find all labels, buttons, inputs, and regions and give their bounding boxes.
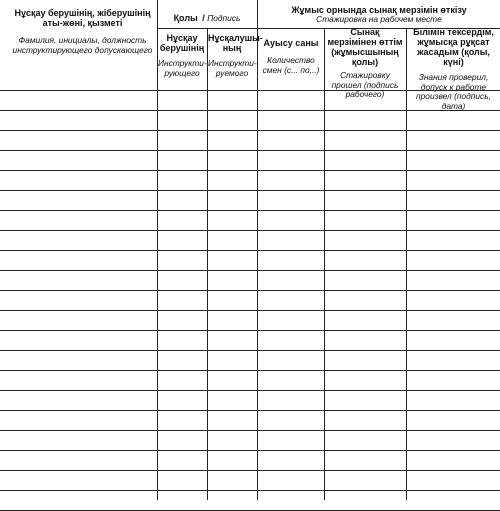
table-row xyxy=(0,350,500,370)
cell-sig-instructed[interactable] xyxy=(208,470,257,490)
cell-knowledge-checked[interactable] xyxy=(407,350,500,370)
cell-instructor-name[interactable] xyxy=(1,450,157,470)
cell-sig-instructed[interactable] xyxy=(208,250,257,270)
cell-sig-instructed[interactable] xyxy=(208,230,257,250)
header-internship-passed xyxy=(326,27,404,100)
header-sig-instructed-kz: Нұсқалушы-ның xyxy=(208,33,263,53)
cell-instructor-name[interactable] xyxy=(1,130,157,150)
table-row xyxy=(0,210,500,230)
cell-shifts[interactable] xyxy=(258,330,324,350)
cell-knowledge-checked[interactable] xyxy=(407,110,500,130)
cell-instructor-name[interactable] xyxy=(1,90,157,110)
header-internship-group xyxy=(260,5,498,27)
table-row xyxy=(0,290,500,310)
table-row xyxy=(0,130,500,150)
cell-instructor-name[interactable] xyxy=(1,190,157,210)
cell-sig-instructor[interactable] xyxy=(158,410,207,430)
header-knowledge-checked-kz: Білімін тексердім, жұмысқа рұқсат жасадым (қолы, күні) xyxy=(413,27,494,67)
cell-internship-passed[interactable] xyxy=(325,390,406,410)
cell-instructor-name[interactable] xyxy=(1,350,157,370)
cell-sig-instructed[interactable] xyxy=(208,110,257,130)
cell-knowledge-checked[interactable] xyxy=(407,310,500,330)
cell-knowledge-checked[interactable] xyxy=(407,150,500,170)
cell-internship-passed[interactable] xyxy=(325,370,406,390)
header-internship-passed-ru: Стажировку прошел (подпись рабочего) xyxy=(331,70,399,100)
table-row xyxy=(0,330,500,350)
header-internship-passed-kz: Сынақ мерзімінен өттім (жұмысшының қолы) xyxy=(327,27,403,67)
cell-sig-instructed[interactable] xyxy=(208,190,257,210)
cell-sig-instructed[interactable] xyxy=(208,170,257,190)
cell-internship-passed[interactable] xyxy=(325,110,406,130)
cell-knowledge-checked[interactable] xyxy=(407,270,500,290)
cell-sig-instructed[interactable] xyxy=(208,370,257,390)
cell-shifts[interactable] xyxy=(258,470,324,490)
cell-internship-passed[interactable] xyxy=(325,150,406,170)
table-row xyxy=(0,90,500,110)
cell-shifts[interactable] xyxy=(258,450,324,470)
cell-sig-instructor[interactable] xyxy=(158,210,207,230)
cell-sig-instructor[interactable] xyxy=(158,250,207,270)
cell-knowledge-checked[interactable] xyxy=(407,470,500,490)
cell-internship-passed[interactable] xyxy=(325,270,406,290)
header-sig-instructed-ru: Инструкти-руемого xyxy=(208,58,257,78)
header-signature-separator: / xyxy=(202,13,208,23)
cell-shifts[interactable] xyxy=(258,350,324,370)
table-row xyxy=(0,390,500,410)
cell-instructor-name[interactable] xyxy=(1,370,157,390)
table-row xyxy=(0,450,500,470)
cell-sig-instructed[interactable] xyxy=(208,150,257,170)
cell-knowledge-checked[interactable] xyxy=(407,130,500,150)
cell-internship-passed[interactable] xyxy=(325,410,406,430)
cell-sig-instructor[interactable] xyxy=(158,310,207,330)
cell-shifts[interactable] xyxy=(258,390,324,410)
cell-shifts[interactable] xyxy=(258,270,324,290)
cell-internship-passed[interactable] xyxy=(325,450,406,470)
header-sig-instructor-ru: Инструкти-рующего xyxy=(158,58,207,78)
cell-knowledge-checked[interactable] xyxy=(407,430,500,450)
cell-sig-instructor[interactable] xyxy=(158,490,207,510)
cell-knowledge-checked[interactable] xyxy=(407,490,500,510)
cell-sig-instructed[interactable] xyxy=(208,310,257,330)
cell-sig-instructed[interactable] xyxy=(208,350,257,370)
cell-internship-passed[interactable] xyxy=(325,310,406,330)
table-row xyxy=(0,370,500,390)
cell-instructor-name[interactable] xyxy=(1,410,157,430)
table-row xyxy=(0,150,500,170)
cell-knowledge-checked[interactable] xyxy=(407,370,500,390)
cell-sig-instructor[interactable] xyxy=(158,330,207,350)
table-row xyxy=(0,470,500,490)
cell-instructor-name[interactable] xyxy=(1,250,157,270)
cell-internship-passed[interactable] xyxy=(325,130,406,150)
cell-shifts[interactable] xyxy=(258,290,324,310)
cell-sig-instructor[interactable] xyxy=(158,290,207,310)
cell-sig-instructor[interactable] xyxy=(158,190,207,210)
table-row xyxy=(0,490,500,510)
cell-sig-instructor[interactable] xyxy=(158,470,207,490)
cell-internship-passed[interactable] xyxy=(325,190,406,210)
cell-knowledge-checked[interactable] xyxy=(407,190,500,210)
cell-knowledge-checked[interactable] xyxy=(407,330,500,350)
cell-sig-instructed[interactable] xyxy=(208,270,257,290)
cell-instructor-name[interactable] xyxy=(1,310,157,330)
cell-internship-passed[interactable] xyxy=(325,490,406,510)
header-sig-instructed xyxy=(208,33,263,88)
cell-knowledge-checked[interactable] xyxy=(407,390,500,410)
cell-knowledge-checked[interactable] xyxy=(407,90,500,110)
cell-sig-instructor[interactable] xyxy=(158,230,207,250)
cell-internship-passed[interactable] xyxy=(325,250,406,270)
header-instructor-name-kz: Нұсқау берушінің, жіберушінің аты-жөні, қызметі xyxy=(14,8,151,28)
cell-sig-instructed[interactable] xyxy=(208,330,257,350)
cell-knowledge-checked[interactable] xyxy=(407,250,500,270)
cell-shifts[interactable] xyxy=(258,130,324,150)
table-row xyxy=(0,310,500,330)
table-row xyxy=(0,110,500,130)
header-instructor-name xyxy=(10,8,155,88)
cell-internship-passed[interactable] xyxy=(325,90,406,110)
cell-instructor-name[interactable] xyxy=(1,490,157,510)
cell-knowledge-checked[interactable] xyxy=(407,230,500,250)
cell-knowledge-checked[interactable] xyxy=(407,210,500,230)
header-signature-group xyxy=(158,8,256,26)
cell-internship-passed[interactable] xyxy=(325,170,406,190)
cell-instructor-name[interactable] xyxy=(1,170,157,190)
header-knowledge-checked xyxy=(409,27,498,111)
cell-sig-instructed[interactable] xyxy=(208,390,257,410)
header-shifts-ru: Количество смен (с... по...) xyxy=(262,55,320,75)
header-signature-kz: Қолы xyxy=(173,13,198,23)
cell-instructor-name[interactable] xyxy=(1,330,157,350)
cell-instructor-name[interactable] xyxy=(1,150,157,170)
cell-sig-instructor[interactable] xyxy=(158,130,207,150)
cell-sig-instructor[interactable] xyxy=(158,370,207,390)
header-instructor-name-ru: Фамилия, инициалы, должность инструктирующего допускающего xyxy=(12,35,153,55)
table-row xyxy=(0,250,500,270)
cell-sig-instructed[interactable] xyxy=(208,430,257,450)
header-internship-kz: Жұмыс орнында сынақ мерзімін өткізу xyxy=(291,5,467,15)
header-internship-ru: Стажировка на рабочем месте xyxy=(316,14,442,24)
header-knowledge-checked-ru: Знания проверил, допуск к работе произвел (подпись, дата) xyxy=(416,72,491,111)
cell-instructor-name[interactable] xyxy=(1,390,157,410)
grid-hline-subheader xyxy=(157,28,500,29)
cell-internship-passed[interactable] xyxy=(325,210,406,230)
cell-sig-instructor[interactable] xyxy=(158,390,207,410)
cell-sig-instructed[interactable] xyxy=(208,490,257,510)
cell-sig-instructor[interactable] xyxy=(158,430,207,450)
cell-shifts[interactable] xyxy=(258,490,324,510)
cell-sig-instructed[interactable] xyxy=(208,450,257,470)
cell-internship-passed[interactable] xyxy=(325,330,406,350)
table-row xyxy=(0,270,500,290)
cell-shifts[interactable] xyxy=(258,190,324,210)
cell-internship-passed[interactable] xyxy=(325,350,406,370)
cell-shifts[interactable] xyxy=(258,410,324,430)
header-sig-instructor xyxy=(158,33,206,88)
cell-shifts[interactable] xyxy=(258,310,324,330)
cell-shifts[interactable] xyxy=(258,90,324,110)
table-row xyxy=(0,170,500,190)
cell-sig-instructor[interactable] xyxy=(158,270,207,290)
cell-shifts[interactable] xyxy=(258,430,324,450)
cell-internship-passed[interactable] xyxy=(325,470,406,490)
cell-sig-instructor[interactable] xyxy=(158,150,207,170)
cell-shifts[interactable] xyxy=(258,250,324,270)
table-row xyxy=(0,430,500,450)
cell-shifts[interactable] xyxy=(258,370,324,390)
cell-sig-instructed[interactable] xyxy=(208,290,257,310)
cell-sig-instructor[interactable] xyxy=(158,350,207,370)
cell-knowledge-checked[interactable] xyxy=(407,290,500,310)
table-row xyxy=(0,230,500,250)
cell-internship-passed[interactable] xyxy=(325,230,406,250)
cell-internship-passed[interactable] xyxy=(325,290,406,310)
header-sig-instructor-kz: Нұсқау берушінің xyxy=(159,33,205,53)
cell-knowledge-checked[interactable] xyxy=(407,450,500,470)
cell-instructor-name[interactable] xyxy=(1,470,157,490)
cell-shifts[interactable] xyxy=(258,110,324,130)
cell-instructor-name[interactable] xyxy=(1,290,157,310)
header-signature-ru: Подпись xyxy=(207,13,241,23)
cell-sig-instructor[interactable] xyxy=(158,170,207,190)
cell-sig-instructed[interactable] xyxy=(208,130,257,150)
cell-instructor-name[interactable] xyxy=(1,110,157,130)
cell-sig-instructed[interactable] xyxy=(208,90,257,110)
cell-shifts[interactable] xyxy=(258,170,324,190)
cell-sig-instructor[interactable] xyxy=(158,90,207,110)
cell-sig-instructed[interactable] xyxy=(208,410,257,430)
cell-knowledge-checked[interactable] xyxy=(407,410,500,430)
cell-instructor-name[interactable] xyxy=(1,270,157,290)
cell-instructor-name[interactable] xyxy=(1,230,157,250)
table-row xyxy=(0,190,500,210)
cell-sig-instructor[interactable] xyxy=(158,110,207,130)
cell-instructor-name[interactable] xyxy=(1,430,157,450)
table-row xyxy=(0,410,500,430)
header-shifts xyxy=(260,38,322,90)
cell-sig-instructor[interactable] xyxy=(158,450,207,470)
cell-sig-instructed[interactable] xyxy=(208,210,257,230)
cell-internship-passed[interactable] xyxy=(325,430,406,450)
header-shifts-kz: Ауысу саны xyxy=(263,38,319,48)
cell-shifts[interactable] xyxy=(258,210,324,230)
cell-shifts[interactable] xyxy=(258,230,324,250)
cell-instructor-name[interactable] xyxy=(1,210,157,230)
cell-knowledge-checked[interactable] xyxy=(407,170,500,190)
cell-shifts[interactable] xyxy=(258,150,324,170)
